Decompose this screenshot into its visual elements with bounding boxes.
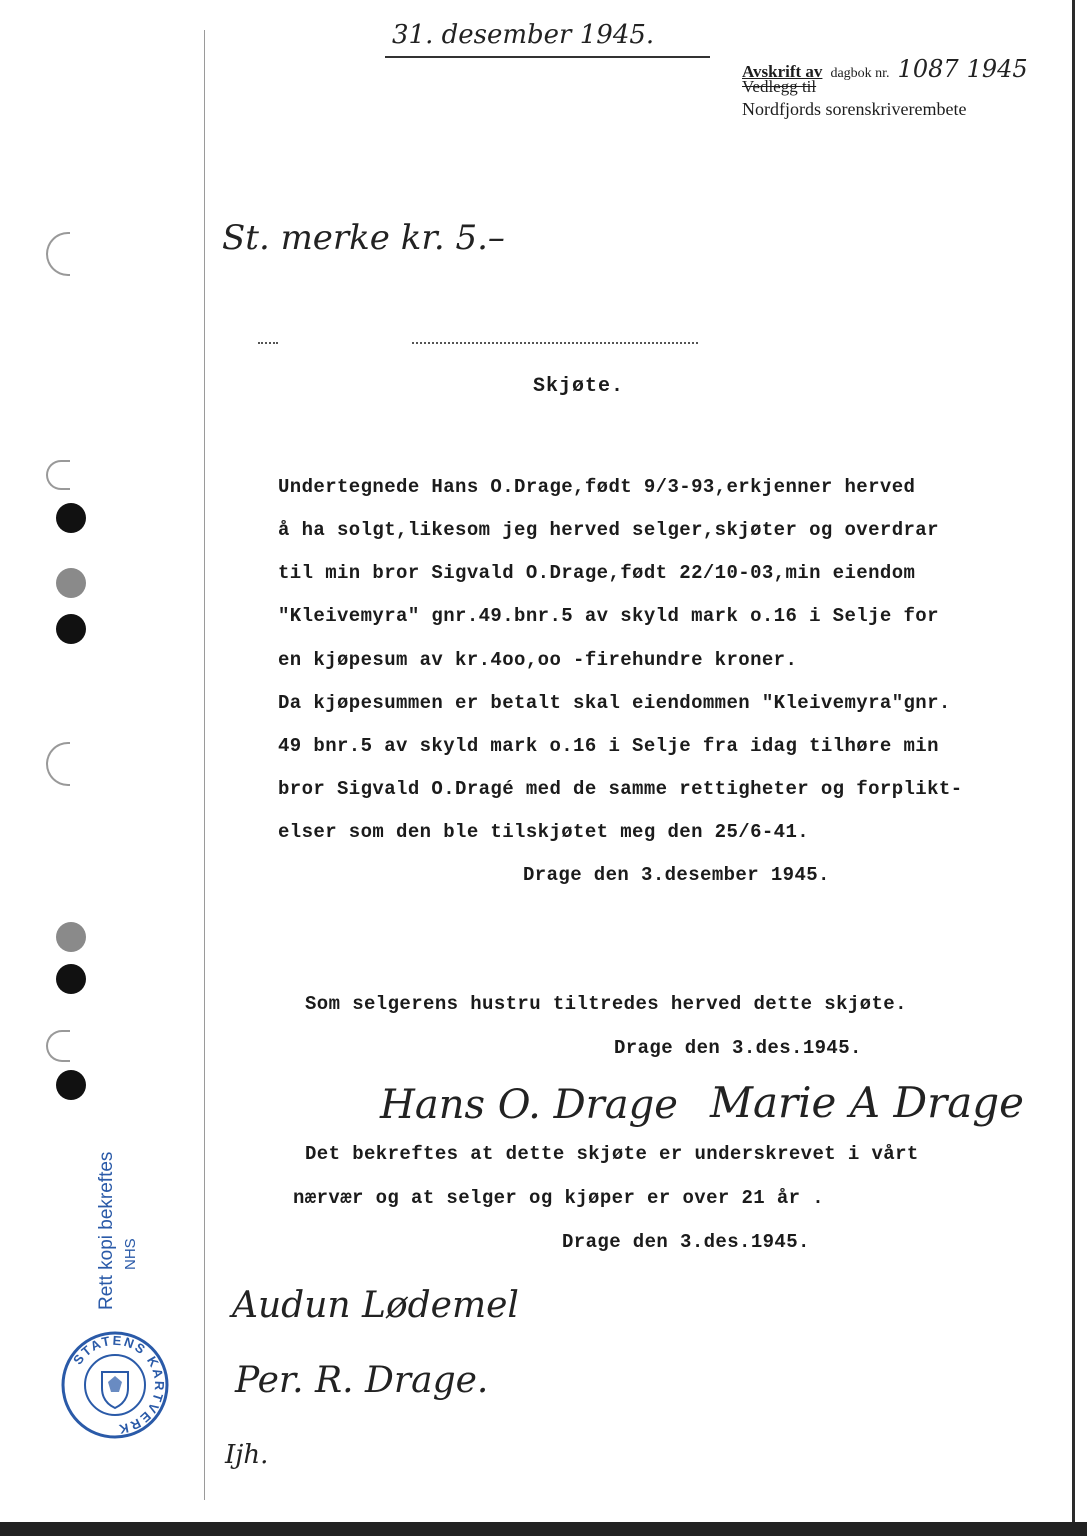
body-line: bror Sigvald O.Dragé med de samme rettigheter og forplikt- — [278, 778, 963, 800]
body-line: 49 bnr.5 av skyld mark o.16 i Selje fra idag tilhøre min — [278, 735, 939, 757]
hole-arc — [46, 1030, 70, 1062]
wife-signature: Marie A Drage — [710, 1078, 1024, 1127]
margin-line — [204, 30, 205, 1500]
witness-text: Det bekreftes at dette skjøte er underskrevet i vårt — [305, 1143, 919, 1165]
punch-hole — [56, 614, 86, 644]
wife-consent: Som selgerens hustru tiltredes herved dette skjøte. — [305, 993, 907, 1015]
seller-signature: Hans O. Drage — [380, 1082, 678, 1128]
dagbok-year: 1945 — [966, 55, 1028, 83]
witness-text: nærvær og at selger og kjøper er over 21 år . — [293, 1187, 825, 1209]
dagbok-label: dagbok nr. — [830, 66, 890, 81]
punch-hole — [56, 503, 86, 533]
punch-hole — [56, 1070, 86, 1100]
punch-hole — [56, 568, 86, 598]
scan-edge-right — [1072, 0, 1075, 1536]
certified-copy-stamp: Rett kopi bekreftes — [96, 1151, 117, 1310]
office-name: Nordfjords sorenskriverembete — [742, 99, 967, 119]
dotted-separator — [258, 342, 278, 346]
punch-hole — [56, 922, 86, 952]
stamp-duty-note: St. merke kr. 5.– — [222, 218, 505, 258]
body-line: Undertegnede Hans O.Drage,født 9/3-93,erkjenner herved — [278, 476, 916, 498]
hole-arc — [46, 460, 70, 490]
hole-arc — [46, 742, 70, 786]
dagbok-number: 1087 — [897, 55, 959, 83]
handwritten-date: 31. desember 1945. — [392, 20, 655, 50]
statens-kartverk-seal-icon — [60, 1330, 170, 1440]
dotted-separator — [412, 342, 698, 346]
punch-hole — [56, 964, 86, 994]
body-line: å ha solgt,likesom jeg herved selger,skjøter og overdrar — [278, 519, 939, 541]
document-title: Skjøte. — [533, 375, 625, 398]
vedlegg-label: Vedlegg til — [742, 77, 817, 96]
body-line: til min bror Sigvald O.Drage,født 22/10-03,min eiendom — [278, 562, 916, 584]
witness-signature: Per. R. Drage. — [235, 1360, 489, 1401]
body-line: en kjøpesum av kr.4oo,oo -firehundre kroner. — [278, 649, 798, 671]
witness-date: Drage den 3.des.1945. — [562, 1231, 810, 1253]
scan-edge-bottom — [0, 1522, 1087, 1536]
body-line: elser som den ble tilskjøtet meg den 25/6-41. — [278, 821, 810, 843]
date-underline — [385, 56, 710, 58]
sale-date: Drage den 3.desember 1945. — [523, 864, 830, 886]
avskrift-label: Avskrift av — [742, 62, 823, 81]
bottom-initials: Ijh. — [225, 1440, 269, 1470]
hole-arc — [46, 232, 70, 276]
seal-text: STATENS KARTVERK — [69, 1332, 168, 1438]
wife-consent-date: Drage den 3.des.1945. — [614, 1037, 862, 1059]
body-line: "Kleivemyra" gnr.49.bnr.5 av skyld mark o.16 i Selje for — [278, 605, 939, 627]
body-line: Da kjøpesummen er betalt skal eiendommen "Kleivemyra"gnr. — [278, 692, 951, 714]
witness-signature: Audun Lødemel — [232, 1285, 519, 1326]
registry-stamp — [742, 55, 1028, 121]
certified-copy-initials: NHS — [122, 1238, 139, 1270]
